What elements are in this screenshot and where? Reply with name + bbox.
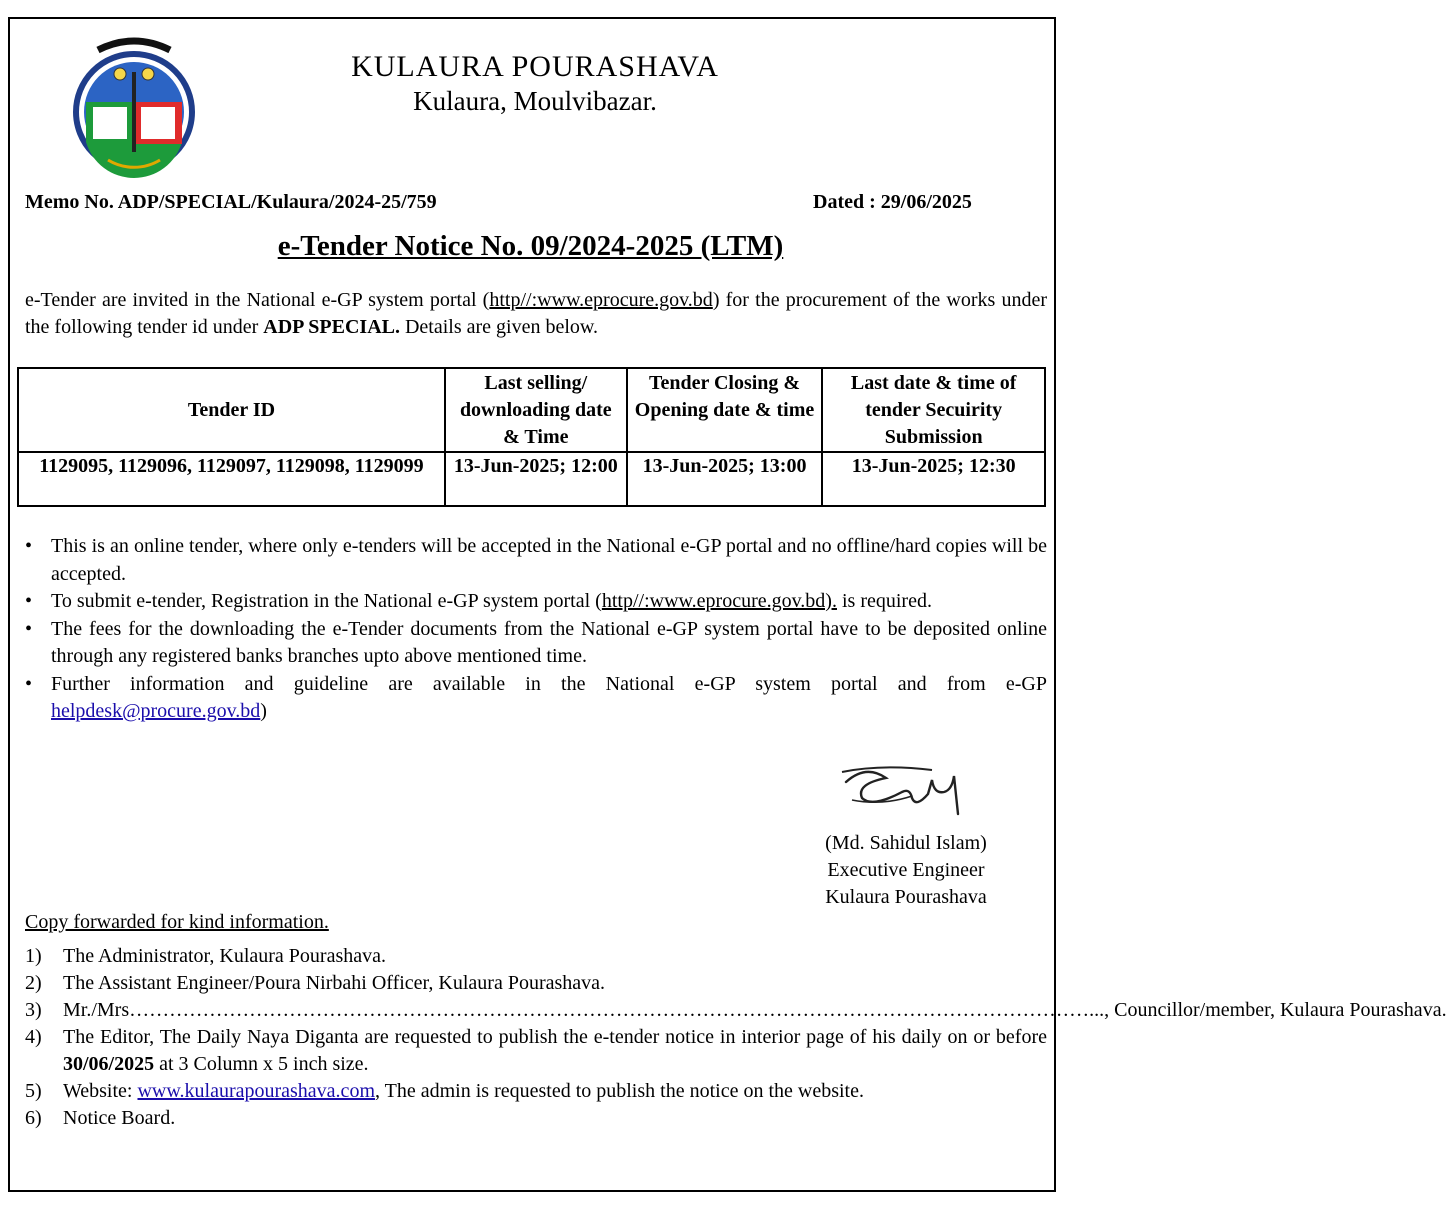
signatory-office: Kulaura Pourashava <box>825 886 987 908</box>
signatory-block <box>806 830 1006 911</box>
bullet-text: ) <box>260 700 267 722</box>
intro-paragraph <box>25 287 1047 341</box>
list-item <box>25 1105 1047 1132</box>
list-item <box>25 671 1047 726</box>
list-number: 4) <box>25 1026 42 1048</box>
helpdesk-email-link[interactable]: helpdesk@procure.gov.bd <box>51 700 261 722</box>
copy-text: Notice Board. <box>63 1107 176 1129</box>
intro-text-3: Details are given below. <box>399 316 599 338</box>
header-last-selling: Last selling/ downloading date & Time <box>445 368 627 452</box>
intro-text-1: e-Tender are invited in the National e-GP system portal ( <box>25 289 490 311</box>
website-link[interactable]: www.kulaurapourashava.com <box>137 1080 375 1102</box>
copy-text: Mr./Mrs………………………………………………………………………………………………………………………………..., Councillor/member, Kulaura Pourashava. <box>63 999 1447 1021</box>
instruction-list <box>25 533 1047 726</box>
signatory-designation: Executive Engineer <box>827 859 985 881</box>
copy-list <box>25 943 1447 1132</box>
memo-date: Dated : 29/06/2025 <box>813 191 972 213</box>
copy-text: Website: <box>63 1080 138 1102</box>
cell-closing-opening: 13-Jun-2025; 13:00 <box>627 452 823 506</box>
bullet-text: The fees for the downloading the e-Tender documents from the National e-GP system portal have to be deposited online through any registered banks branches upto above mentioned time. <box>51 617 1047 667</box>
list-item <box>25 997 1447 1024</box>
list-number: 6) <box>25 1107 42 1129</box>
publish-date: 30/06/2025 <box>63 1053 155 1075</box>
list-number: 3) <box>25 999 42 1021</box>
program-name: ADP SPECIAL. <box>263 316 400 338</box>
bullet-text: is required. <box>836 590 932 612</box>
list-item <box>25 943 1047 970</box>
list-item <box>25 533 1047 588</box>
org-address: Kulaura, Moulvibazar. <box>413 86 657 116</box>
bullet-text: To submit e-tender, Registration in the National e-GP system portal ( <box>51 590 602 612</box>
cell-last-selling: 13-Jun-2025; 12:00 <box>445 452 627 506</box>
org-name: KULAURA POURASHAVA <box>351 50 719 83</box>
copy-text: , The admin is requested to publish the notice on the website. <box>375 1080 864 1102</box>
pourashava-logo <box>68 32 200 172</box>
memo-number: Memo No. ADP/SPECIAL/Kulaura/2024-25/759 <box>25 191 437 213</box>
portal-link-2[interactable]: http//:www.eprocure.gov.bd). <box>601 590 837 612</box>
header-tender-id: Tender ID <box>18 368 445 452</box>
cell-security-submission: 13-Jun-2025; 12:30 <box>822 452 1045 506</box>
copy-text: The Editor, The Daily Naya Diganta are requested to publish the e-tender notice in interior page of his daily on or before <box>63 1026 1047 1048</box>
organization-header <box>310 50 760 118</box>
bullet-icon: • <box>25 535 33 557</box>
bullet-icon: • <box>25 617 33 640</box>
header-security-submission: Last date & time of tender Secuirity Submission <box>822 368 1045 452</box>
table-header-row <box>18 368 1045 452</box>
list-number: 5) <box>25 1080 42 1102</box>
list-item <box>25 588 1047 616</box>
notice-title <box>0 230 1061 263</box>
bullet-icon: • <box>25 672 33 695</box>
list-number: 1) <box>25 945 42 967</box>
bullet-text: This is an online tender, where only e-tenders will be accepted in the National e-GP portal and no offline/hard copies will be accepted. <box>51 535 1047 585</box>
signature-image <box>832 742 972 820</box>
table-row <box>18 452 1045 506</box>
header-closing-opening: Tender Closing & Opening date & time <box>627 368 823 452</box>
list-item <box>25 616 1047 671</box>
bullet-text: Further information and guideline are available in the National e-GP system portal and from e-GP <box>51 672 1047 695</box>
copy-text: The Administrator, Kulaura Pourashava. <box>63 945 387 967</box>
list-item <box>25 1024 1047 1078</box>
copy-forward-title: Copy forwarded for kind information. <box>25 911 329 933</box>
cell-tender-ids: 1129095, 1129096, 1129097, 1129098, 1129099 <box>18 452 445 506</box>
copy-text: at 3 Column x 5 inch size. <box>154 1053 369 1075</box>
copy-text: The Assistant Engineer/Poura Nirbahi Officer, Kulaura Pourashava. <box>63 972 606 994</box>
bullet-icon: • <box>25 590 33 612</box>
list-number: 2) <box>25 972 42 994</box>
notice-title-text: e-Tender Notice No. 09/2024-2025 (LTM) <box>277 230 784 262</box>
list-item <box>25 970 1047 997</box>
portal-link[interactable]: http//:www.eprocure.gov.bd <box>489 289 713 311</box>
signatory-name: (Md. Sahidul Islam) <box>825 832 987 854</box>
list-item <box>25 1078 1047 1105</box>
intro-text-2: ) for the procurement of the works under the following tender id under <box>25 289 1047 338</box>
tender-table <box>17 367 1046 507</box>
